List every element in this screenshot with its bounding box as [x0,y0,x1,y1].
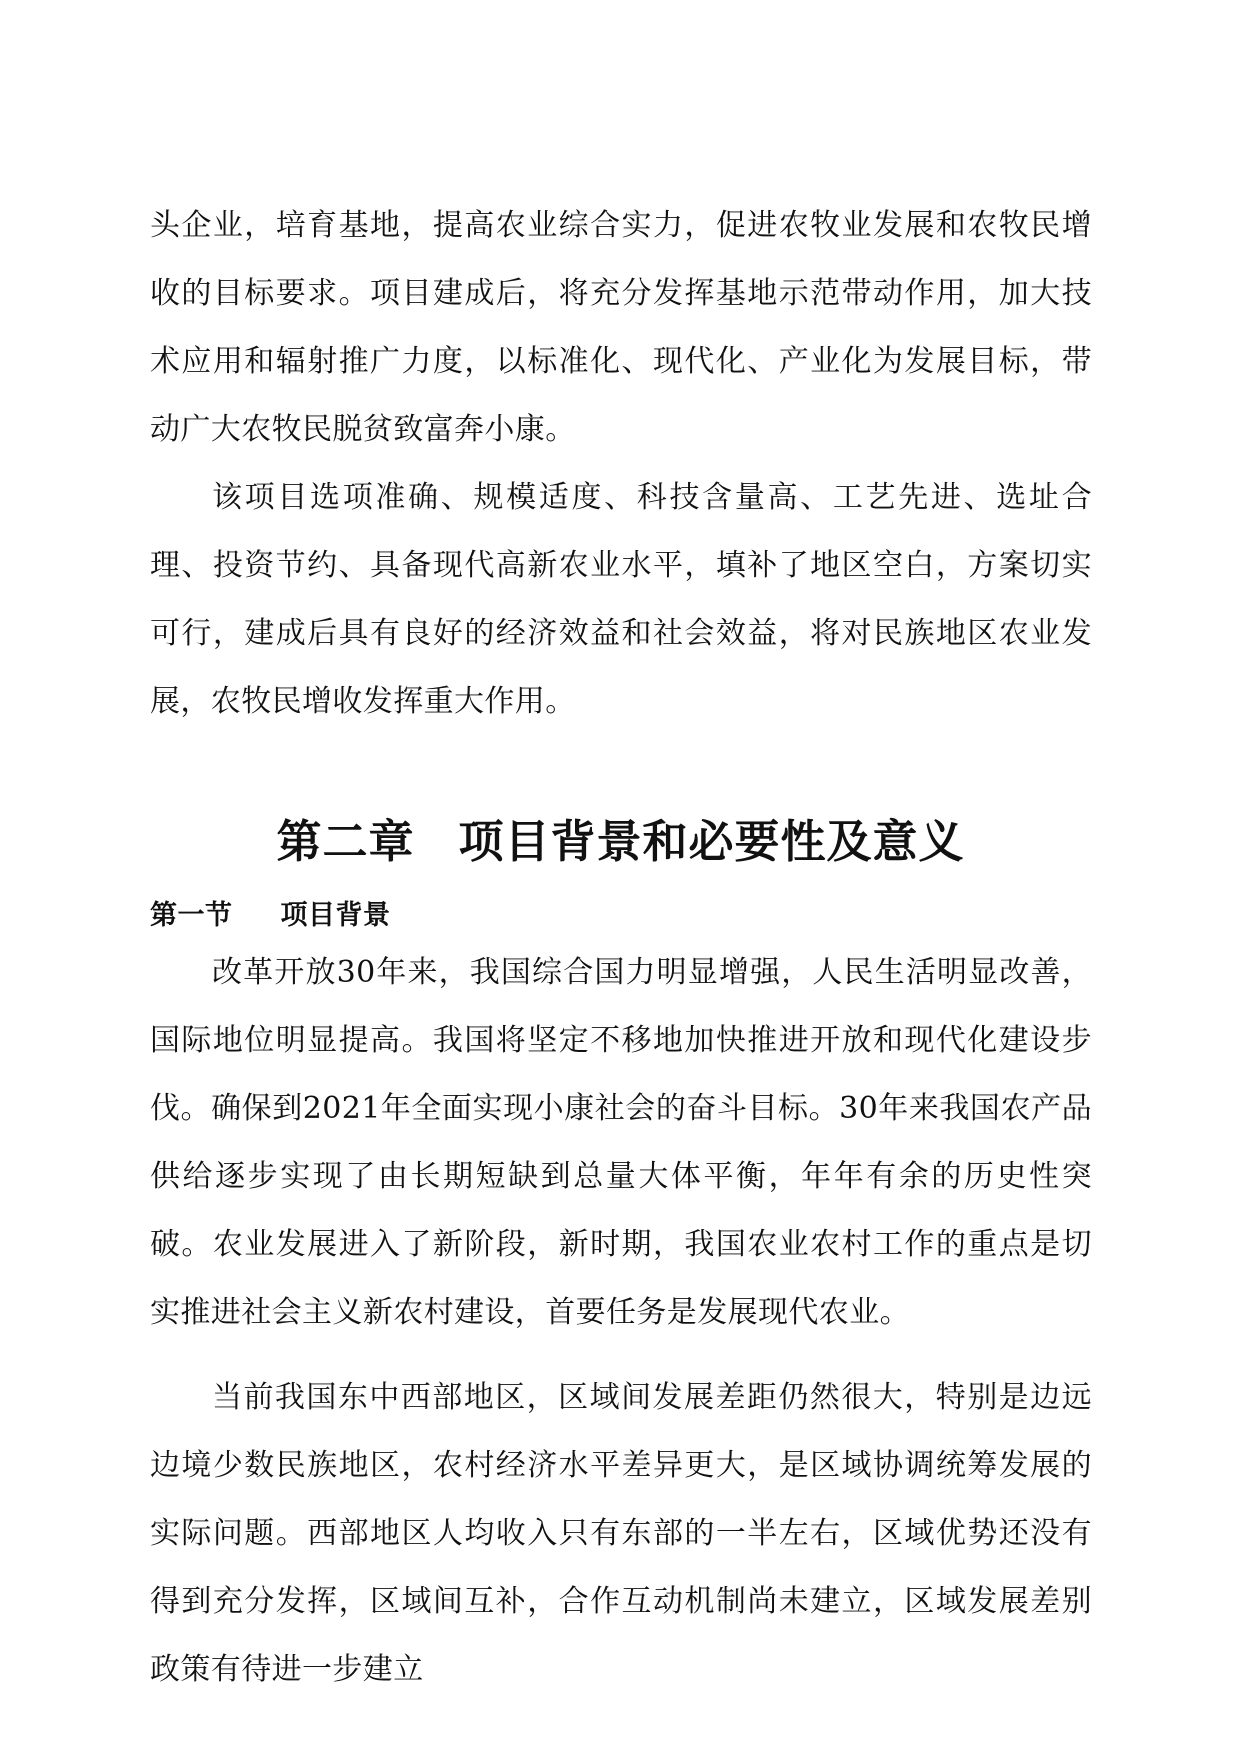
section-title-text: 项目背景 [280,900,391,931]
chapter-heading [0,812,1241,872]
body-paragraph-continuation: 头企业，培育基地，提高农业综合实力，促进农牧业发展和农牧民增收的目标要求。项目建成后，将充分发挥基地示范带动作用，加大技术应用和辐射推广力度，以标准化、现代化、产业化为发展目标，带动广大农牧民脱贫致富奔小康。 [150,208,1092,447]
body-paragraph-regional-development: 当前我国东中西部地区，区域间发展差距仍然很大，特别是边远边境少数民族地区，农村经济水平差异更大，是区域协调统筹发展的实际问题。西部地区人均收入只有东部的一半左右，区域优势还没有得到充分发挥，区域间互补，合作互动机制尚未建立，区域发展差别政策有待进一步建立 [150,1380,1092,1687]
body-paragraph-reform-background: 改革开放30年来，我国综合国力明显增强，人民生活明显改善，国际地位明显提高。我国将坚定不移地加快推进开放和现代化建设步伐。确保到2021年全面实现小康社会的奋斗目标。30年来我国农产品供给逐步实现了由长期短缺到总量大体平衡，年年有余的历史性突破。农业发展进入了新阶段，新时期，我国农业农村工作的重点是切实推进社会主义新农村建设，首要任务是发展现代农业。 [150,955,1092,1330]
chapter-title-text: 项目背景和必要性及意义 [458,815,965,869]
section-heading [150,896,1092,936]
body-paragraph-project-evaluation: 该项目选项准确、规模适度、科技含量高、工艺先进、选址合理、投资节约、具备现代高新农业水平，填补了地区空白，方案切实可行，建成后具有良好的经济效益和社会效益，将对民族地区农业发展，农牧民增收发挥重大作用。 [150,480,1092,719]
section-number: 第一节 [150,900,233,931]
chapter-number: 第二章 [276,815,415,869]
